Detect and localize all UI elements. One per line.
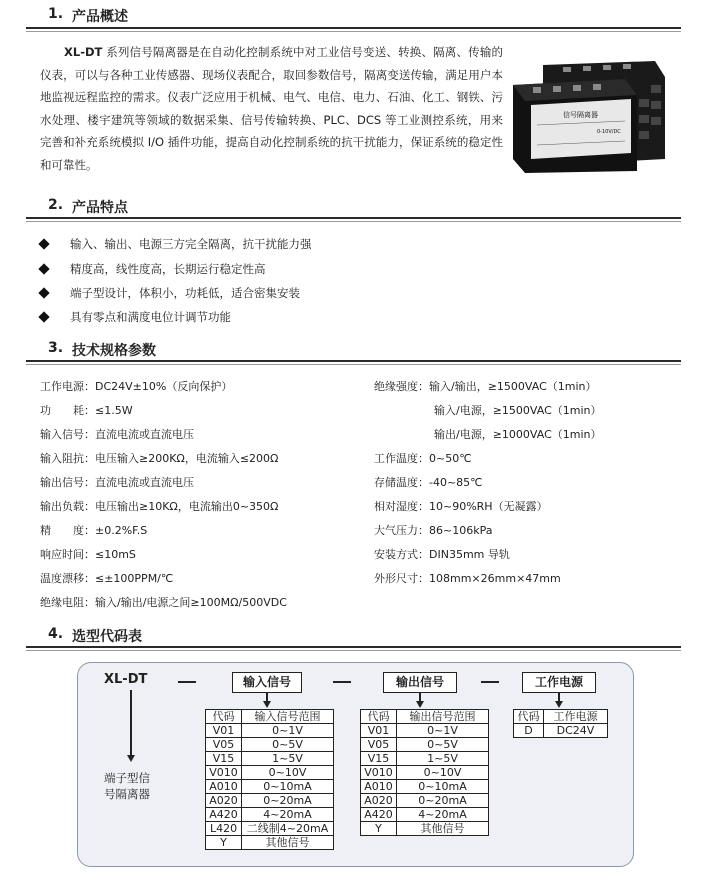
input-signal-header: 输入信号	[232, 672, 302, 693]
separator-dash	[333, 681, 351, 683]
diamond-bullet-icon	[38, 238, 49, 249]
section-title: 选型代码表	[72, 629, 142, 645]
table-cell: V05	[361, 738, 397, 752]
spec-item: 工作电源：DC24V±10%（反向保护）	[40, 380, 233, 393]
table-row	[361, 752, 489, 766]
table-cell: Y	[361, 822, 397, 836]
arrow-down-icon	[263, 701, 271, 708]
table-cell: 工作电源	[544, 710, 608, 724]
table-row	[514, 724, 608, 738]
separator-dash	[481, 681, 499, 683]
table-cell: A010	[361, 780, 397, 794]
table-cell: 其他信号	[242, 836, 334, 850]
table-cell: V01	[361, 724, 397, 738]
output-signal-header: 输出信号	[383, 672, 457, 693]
product-type-label: 端子型信 号隔离器	[104, 771, 150, 801]
table-row	[206, 724, 334, 738]
section-divider	[26, 364, 681, 365]
table-cell: 二线制4~20mA	[242, 822, 334, 836]
table-row	[361, 822, 489, 836]
section-title: 产品特点	[72, 200, 128, 216]
output-code-table	[360, 709, 489, 836]
table-cell: 0~1V	[242, 724, 334, 738]
product-photo	[505, 55, 675, 175]
power-supply-header: 工作电源	[522, 672, 596, 693]
table-cell: 0~5V	[397, 738, 489, 752]
section-divider	[26, 221, 681, 222]
table-row	[361, 794, 489, 808]
arrow-down-icon	[555, 701, 563, 708]
spec-item: 精 度：±0.2%F.S	[40, 524, 148, 537]
table-cell: 0~10mA	[397, 780, 489, 794]
spec-item: 响应时间：≤10mS	[40, 548, 136, 561]
section-number: 4.	[48, 626, 64, 642]
spec-item: 温度漂移：≤±100PPM/℃	[40, 572, 174, 585]
table-cell: 0~10mA	[242, 780, 334, 794]
table-cell: 4~20mA	[397, 808, 489, 822]
model-code: XL-DT	[104, 672, 148, 687]
section-number: 3.	[48, 340, 64, 356]
table-row	[361, 766, 489, 780]
overview-paragraph	[40, 41, 503, 176]
table-cell: V010	[361, 766, 397, 780]
spec-item: 相对湿度：10~90%RH（无凝露）	[374, 500, 548, 513]
table-row	[361, 780, 489, 794]
table-row	[206, 794, 334, 808]
model-name: XL-DT	[64, 45, 103, 59]
section-divider	[26, 360, 681, 362]
product-label: 信号隔离器	[563, 111, 598, 119]
table-cell: 其他信号	[397, 822, 489, 836]
table-cell: D	[514, 724, 544, 738]
spec-item: 大气压力：86~106kPa	[374, 524, 493, 537]
power-code-table	[513, 709, 608, 738]
table-header-row	[206, 710, 334, 724]
table-cell: DC24V	[544, 724, 608, 738]
table-row	[206, 752, 334, 766]
table-row	[206, 766, 334, 780]
section-divider	[26, 31, 681, 32]
table-cell: 4~20mA	[242, 808, 334, 822]
table-cell: V01	[206, 724, 242, 738]
table-cell: 输出信号范围	[397, 710, 489, 724]
section-divider	[26, 217, 681, 219]
section-title: 产品概述	[72, 9, 128, 25]
section-divider	[26, 646, 681, 648]
section-divider	[26, 27, 681, 29]
table-cell: Y	[206, 836, 242, 850]
table-cell: A020	[206, 794, 242, 808]
table-cell: 0~20mA	[242, 794, 334, 808]
table-cell: 0~10V	[397, 766, 489, 780]
table-row	[361, 724, 489, 738]
table-row	[361, 738, 489, 752]
arrow-line	[130, 690, 132, 756]
spec-item: 输出信号：直流电流或直流电压	[40, 476, 194, 489]
table-cell: A420	[361, 808, 397, 822]
spec-item: 绝缘电阻：输入/输出/电源之间≥100MΩ/500VDC	[40, 596, 287, 609]
diamond-bullet-icon	[38, 311, 49, 322]
table-cell: 代码	[514, 710, 544, 724]
spec-item: 外形尺寸：108mm×26mm×47mm	[374, 572, 561, 585]
table-cell: 0~1V	[397, 724, 489, 738]
spec-item: 工作温度：0~50℃	[374, 452, 472, 465]
table-cell: 0~10V	[242, 766, 334, 780]
table-cell: V05	[206, 738, 242, 752]
arrow-down-icon	[127, 755, 135, 762]
overview-text: 系列信号隔离器是在自动化控制系统中对工业信号变送、转换、隔离、传输的仪表，可以与各种工业传感器、现场仪表配合，取回参数信号，隔离变送传输，满足用户本地监视远程监控的需求。仪表广泛应用于机械、电气、电信、电力、石油、化工、钢铁、污水处理、楼宇建筑等领域的数据采集、信号传输转换、PLC、DCS 等工业测控系统，用来完善和补充系统模拟 I/O 插件功能，提高自动化控制系统的抗干扰能力，保证系统的稳定性和可靠性。	[40, 45, 503, 172]
spec-item: 安装方式：DIN35mm 导轨	[374, 548, 510, 561]
table-cell: V15	[206, 752, 242, 766]
table-row	[206, 836, 334, 850]
table-row	[361, 808, 489, 822]
separator-dash	[178, 681, 196, 683]
section-number: 1.	[48, 6, 64, 22]
spec-item: 输入阻抗：电压输入≥200KΩ，电流输入≤200Ω	[40, 452, 279, 465]
spec-item: 功 耗：≤1.5W	[40, 404, 133, 417]
section-number: 2.	[48, 197, 64, 213]
input-code-table	[205, 709, 334, 850]
table-header-row	[361, 710, 489, 724]
diamond-bullet-icon	[38, 263, 49, 274]
table-row	[206, 780, 334, 794]
table-cell: 输入信号范围	[242, 710, 334, 724]
table-cell: L420	[206, 822, 242, 836]
table-cell: 代码	[361, 710, 397, 724]
table-row	[206, 822, 334, 836]
spec-item: 绝缘强度：输入/输出，≥1500VAC（1min）	[374, 380, 597, 393]
spec-item: 输出负载：电压输出≥10KΩ，电流输出0~350Ω	[40, 500, 279, 513]
table-cell: 1~5V	[397, 752, 489, 766]
diamond-bullet-icon	[38, 287, 49, 298]
spec-item: 输入信号：直流电流或直流电压	[40, 428, 194, 441]
table-cell: A420	[206, 808, 242, 822]
table-cell: V010	[206, 766, 242, 780]
spec-item: 输出/电源，≥1000VAC（1min）	[434, 428, 602, 441]
table-cell: 1~5V	[242, 752, 334, 766]
spec-item: 存储温度：-40~85℃	[374, 476, 483, 489]
table-cell: 0~5V	[242, 738, 334, 752]
table-row	[206, 808, 334, 822]
table-cell: A010	[206, 780, 242, 794]
table-cell: 0~20mA	[397, 794, 489, 808]
spec-item: 输入/电源，≥1500VAC（1min）	[434, 404, 602, 417]
section-title: 技术规格参数	[72, 343, 156, 359]
table-cell: V15	[361, 752, 397, 766]
table-row	[206, 738, 334, 752]
table-cell: 代码	[206, 710, 242, 724]
table-header-row	[514, 710, 608, 724]
table-cell: A020	[361, 794, 397, 808]
arrow-down-icon	[416, 701, 424, 708]
section-divider	[26, 650, 681, 651]
product-label-range: 0-10V/DC	[597, 129, 621, 135]
